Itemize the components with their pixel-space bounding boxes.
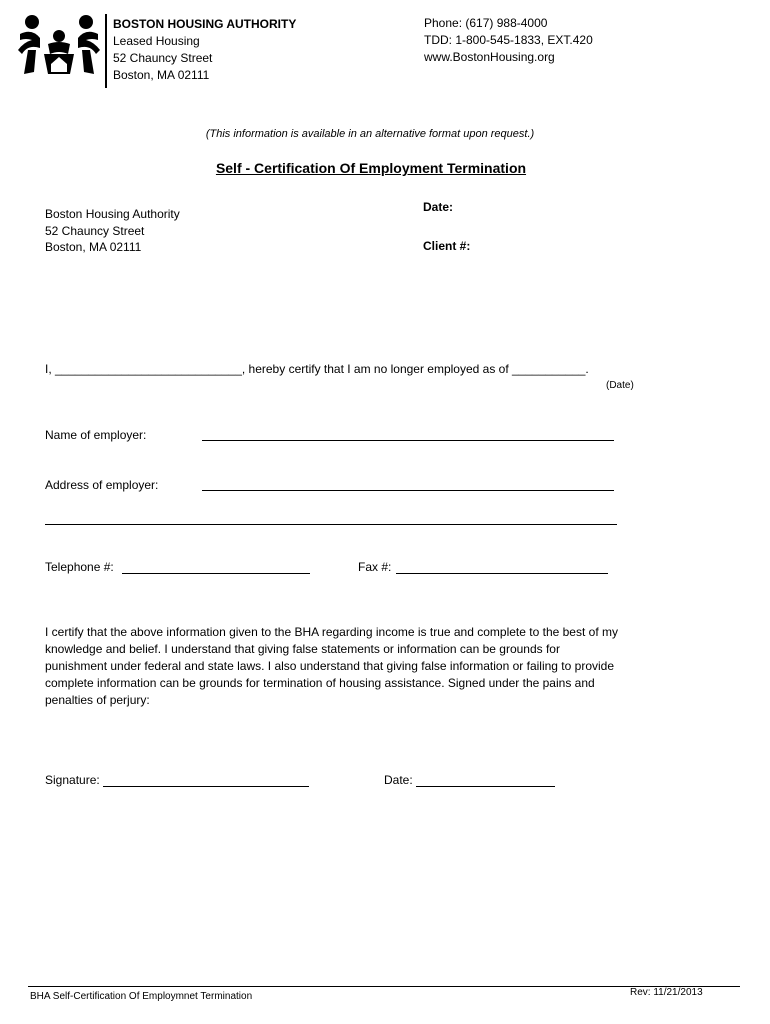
fax-label: Fax #: [358, 560, 392, 574]
tdd-text: TDD: 1-800-545-1833, EXT.420 [424, 33, 593, 47]
employer-address-field[interactable] [202, 490, 614, 491]
bha-logo-icon [18, 14, 100, 76]
date-hint: (Date) [606, 380, 634, 391]
org-dept: Leased Housing [113, 34, 200, 48]
header-divider [105, 14, 107, 88]
recipient-line-2: 52 Chauncy Street [45, 223, 145, 238]
fax-field[interactable] [396, 573, 608, 574]
telephone-field[interactable] [122, 573, 310, 574]
employer-name-field[interactable] [202, 440, 614, 441]
employer-name-label: Name of employer: [45, 428, 147, 442]
employer-address-field-line-2[interactable] [45, 524, 617, 525]
footer-revision: Rev: 11/21/2013 [630, 987, 703, 998]
recipient-line-3: Boston, MA 02111 [45, 240, 142, 254]
client-number-label: Client #: [423, 239, 471, 253]
signature-date-field[interactable] [416, 786, 555, 787]
org-name: BOSTON HOUSING AUTHORITY [113, 17, 297, 31]
footer-form-name: BHA Self-Certification Of Employmnet Termination [30, 991, 253, 1002]
org-street: 52 Chauncy Street [113, 51, 213, 65]
telephone-label: Telephone #: [45, 560, 114, 574]
signature-label: Signature: [45, 773, 100, 787]
signature-field[interactable] [103, 786, 309, 787]
phone-text: Phone: (617) 988-4000 [424, 16, 548, 30]
alternative-format-notice: (This information is available in an alternative format upon request.) [205, 128, 535, 140]
contact-block [424, 15, 593, 66]
recipient-address [45, 206, 180, 256]
certification-statement: I certify that the above information given to the BHA regarding income is true and complete to the best of my knowledge and belief. I understand that giving false statements or information can be grounds for punishment under federal and state laws. I also understand that giving false information or failing to provide complete information can be grounds for termination of housing assistance. Signed under the pains and penalties of perjury: [45, 625, 618, 707]
document-title: Self - Certification Of Employment Termination [215, 160, 527, 176]
employer-address-label: Address of employer: [45, 478, 159, 492]
signature-date-label: Date: [384, 773, 413, 787]
recipient-line-1: Boston Housing Authority [45, 207, 180, 221]
certify-statement-line[interactable]: I, ____________________________, hereby certify that I am no longer employed as of ___________. [45, 362, 589, 376]
org-address-block [113, 16, 296, 84]
date-field-label: Date: [423, 200, 454, 214]
website-link[interactable]: www.BostonHousing.org [424, 50, 555, 64]
org-city: Boston, MA 02111 [113, 68, 210, 82]
